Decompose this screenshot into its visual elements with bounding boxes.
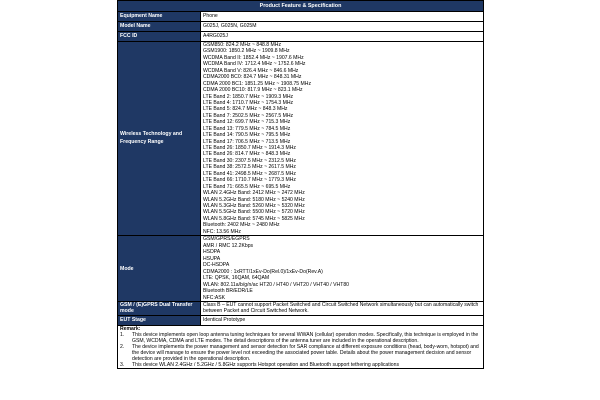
fcc-value: A4RG025J: [201, 32, 484, 42]
remark-note-text: The device implements the power management and sensor detection for SAR compliance at different exposure conditions (head, body-worn, hotspot) and the device will manage to ensure the power level not exceeding the associated power table. Details about the power management decision and sensor detection are provided in the operational description.: [132, 343, 479, 362]
frequency-item: LTE Band 7: 2502.5 MHz ~ 2567.5 MHz: [203, 112, 294, 119]
mode-list: [203, 236, 481, 301]
remark-note: [120, 344, 481, 362]
wireless-row: [118, 42, 484, 236]
frequency-item: WLAN 5.2GHz Band: 5180 MHz ~ 5240 MHz: [203, 196, 305, 203]
model-value: G025J, G025N, G025M: [201, 22, 484, 32]
dtm-row: [118, 302, 484, 315]
table-header-row: [118, 1, 484, 12]
mode-label: Mode: [118, 236, 201, 302]
mode-item: HSDPA: [203, 249, 221, 256]
frequency-item: WCDMA Band V: 826.4 MHz ~ 846.6 MHz: [203, 67, 299, 74]
frequency-item: WLAN 2.4GHz Band: 2412 MHz ~ 2472 MHz: [203, 190, 305, 197]
dtm-value: Class B – EUT cannot support Packet Switched and Circuit Switched Network simultaneously but can automatically switch between Packet and Circuit Switched Network.: [201, 302, 484, 315]
frequency-item: NFC: 13.56 MHz: [203, 228, 241, 235]
frequency-item: WLAN 5.8GHz Band: 5745 MHz ~ 5825 MHz: [203, 215, 305, 222]
frequency-item: LTE Band 30: 2307.5 MHz ~ 2312.5 MHz: [203, 157, 296, 164]
mode-item: DC-HSDPA: [203, 262, 230, 269]
model-row: [118, 22, 484, 32]
frequency-item: GSM1900: 1850.2 MHz ~ 1909.8 MHz: [203, 48, 290, 55]
mode-item: GSM/GPRS/EGPRS: [203, 236, 250, 243]
frequency-item: LTE Band 12: 699.7 MHz ~ 715.3 MHz: [203, 119, 291, 126]
equipment-row: [118, 12, 484, 22]
mode-item: AMR / RMC 12.2Kbps: [203, 242, 254, 249]
mode-item: LTE: QPSK, 16QAM, 64QAM: [203, 275, 270, 282]
frequency-item: LTE Band 41: 2498.5 MHz ~ 2687.5 MHz: [203, 170, 296, 177]
frequency-item: CDMA 2000 BC10: 817.9 MHz ~ 823.1 MHz: [203, 87, 303, 94]
frequency-item: CDMA2000 BC0: 824.7 MHz ~ 848.31 MHz: [203, 74, 302, 81]
frequency-item: LTE Band 14: 790.5 MHz ~ 795.5 MHz: [203, 132, 291, 139]
mode-item: WLAN: 802.11a/b/g/n/ac HT20 / HT40 / VHT20 / VHT40 / VHT80: [203, 281, 349, 288]
mode-item: Bluetooth BR/EDR/LE: [203, 288, 253, 295]
fcc-label: FCC ID: [118, 32, 201, 42]
frequency-item: LTE Band 17: 706.5 MHz ~ 713.5 MHz: [203, 138, 291, 145]
equipment-label: Equipment Name: [118, 12, 201, 22]
frequency-item: CDMA 2000 BC1: 1851.25 MHz ~ 1908.75 MHz: [203, 80, 312, 87]
frequency-item: LTE Band 4: 1710.7 MHz ~ 1754.3 MHz: [203, 99, 294, 106]
frequency-item: LTE Band 5: 824.7 MHz ~ 848.3 MHz: [203, 106, 288, 113]
frequency-item: WLAN 5.3GHz Band: 5260 MHz ~ 5320 MHz: [203, 202, 305, 209]
frequency-item: LTE Band 26: 1850.7 MHz ~ 1914.3 MHz: [203, 145, 296, 151]
eut-value: Identical Prototype: [201, 315, 484, 325]
remark-note-text: This device implements open loop antenna tuning techniques for several WWAN (cellular) operation modes. Specifically, this technique is employed in the GSM, WCDMA, CDMA and LTE modes. The detail descriptions of the antenna tuner are included in the operational description.: [132, 331, 479, 344]
dtm-label: GSM / (E)GPRS Dual Transfer mode: [118, 302, 201, 315]
mode-item: CDMA2000 : 1xRTT/1xEv-Do(Rel.0)/1xEv-Do(Rev.A): [203, 268, 323, 275]
model-label: Model Name: [118, 22, 201, 32]
frequency-item: LTE Band 38: 2572.5 MHz ~ 2617.5 MHz: [203, 164, 296, 171]
frequency-item: LTE Band 26: 814.7 MHz ~ 848.3 MHz: [203, 151, 291, 158]
table-title: Product Feature & Specification: [118, 1, 484, 12]
frequency-item: WCDMA Band IV: 1712.4 MHz ~ 1752.6 MHz: [203, 61, 306, 68]
mode-item: NFC:ASK: [203, 294, 226, 301]
remark-note: [120, 362, 481, 368]
frequency-item: Bluetooth: 2402 MHz ~ 2480 MHz: [203, 222, 280, 229]
remark-row: [118, 325, 484, 369]
eut-row: [118, 315, 484, 325]
frequency-item: LTE Band 2: 1850.7 MHz ~ 1909.3 MHz: [203, 93, 294, 100]
fcc-row: [118, 32, 484, 42]
remark-title: Remark:: [120, 325, 141, 332]
remark-note-number: 3.: [120, 362, 125, 369]
equipment-value: Phone: [201, 12, 484, 22]
wireless-label: Wireless Technology and Frequency Range: [118, 42, 201, 236]
mode-row: [118, 236, 484, 302]
frequency-item: LTE Band 71: 665.5 MHz ~ 695.5 MHz: [203, 183, 291, 190]
remark-note-text: This device WLAN 2.4GHz / 5.2GHz / 5.8GHz supports Hotspot operation and Bluetooth support tethering applications: [132, 362, 399, 369]
frequency-item: LTE Band 66: 1710.7 MHz ~ 1779.3 MHz: [203, 177, 296, 184]
remark-note-number: 1.: [120, 331, 125, 338]
spec-document: [117, 0, 483, 397]
frequency-item: GSM850: 824.2 MHz ~ 848.8 MHz: [203, 42, 281, 48]
spec-table: [117, 0, 484, 369]
frequency-item: WCDMA Band II: 1852.4 MHz ~ 1907.6 MHz: [203, 54, 304, 61]
remark-note-number: 2.: [120, 343, 125, 350]
remark-notes: [120, 332, 481, 369]
frequency-item: LTE Band 13: 779.5 MHz ~ 784.5 MHz: [203, 125, 291, 132]
wireless-frequency-list: [203, 42, 481, 235]
eut-label: EUT Stage: [118, 315, 201, 325]
mode-item: HSUPA: [203, 255, 221, 262]
frequency-item: WLAN 5.5GHz Band: 5500 MHz ~ 5720 MHz: [203, 209, 305, 216]
remark-note: [120, 332, 481, 344]
